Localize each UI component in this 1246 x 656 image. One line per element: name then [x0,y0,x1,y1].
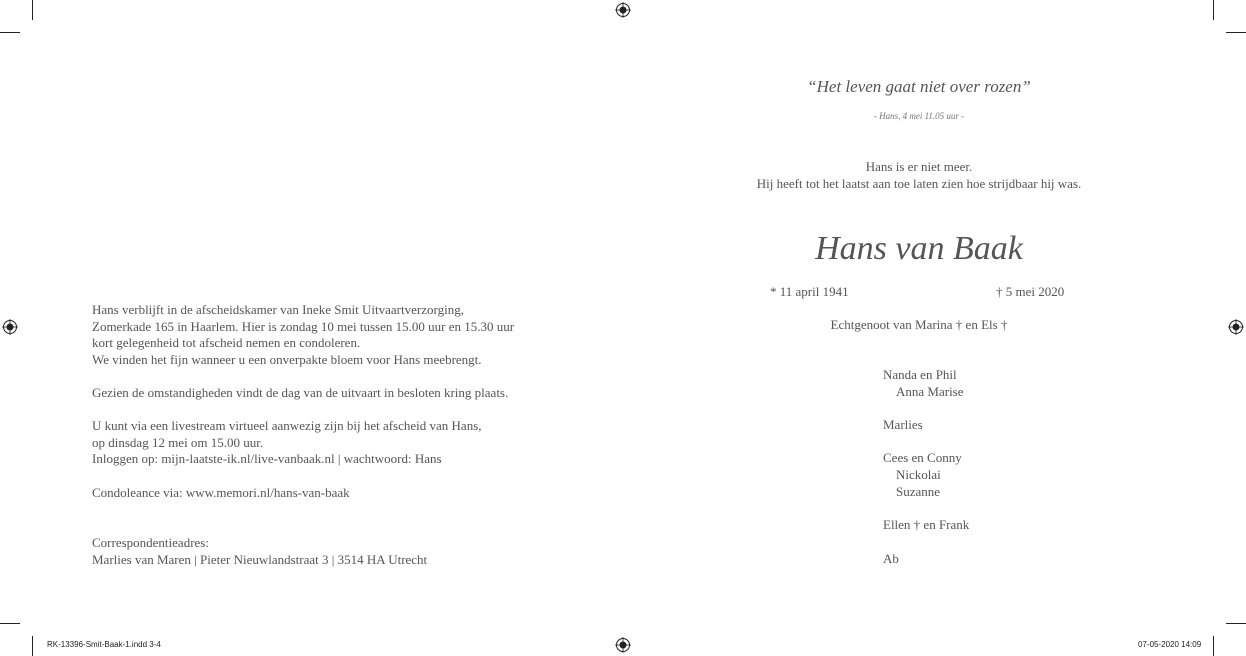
registration-mark-icon [615,637,631,653]
condolence-info [92,485,350,502]
viewing-info-line: We vinden het fijn wanneer u een onverpakte bloem voor Hans meebrengt. [92,351,482,367]
crop-mark [32,636,33,656]
quote: “Het leven gaat niet over rozen” [807,77,1031,96]
crop-mark [0,32,20,33]
correspondence-address: Marlies van Maren | Pieter Nieuwlandstraat 3 | 3514 HA Utrecht [92,551,428,567]
viewing-info-line: Hans verblijft in de afscheidskamer van Ineke Smit Uitvaartverzorging, [92,302,464,317]
quote-attribution: - Hans, 4 mei 11.05 uur - [873,111,965,121]
family-spacer [883,434,969,451]
crop-mark [1213,636,1214,656]
viewing-info-line: kort gelegenheid tot afscheid nemen en condoleren. [92,335,361,351]
registration-mark-icon [2,319,18,335]
correspondence-info [92,535,427,568]
slug-timestamp: 07-05-2020 14:09 [1138,640,1202,649]
registration-mark-icon [615,2,631,18]
livestream-info [92,418,482,468]
spouse-line: Echtgenoot van Marina † en Els † [830,317,1008,332]
intro-line: Hij heeft tot het laatst aan toe laten zien hoe strijdbaar hij was. [756,175,1082,191]
private-ceremony-note [92,385,508,402]
deceased-name: Hans van Baak [815,230,1023,267]
viewing-info [92,302,514,368]
family-spacer [883,501,969,518]
intro-text [700,159,1138,192]
family-member: Suzanne [896,483,941,499]
condolence-line: Condoleance via: www.memori.nl/hans-van-baak [92,485,350,500]
livestream-line: Inloggen op: mijn-laatste-ik.nl/live-vanbaak.nl | wachtwoord: Hans [92,451,442,467]
viewing-info-line: Zomerkade 165 in Haarlem. Hier is zondag 10 mei tussen 15.00 uur en 15.30 uur [92,318,515,334]
family-spacer [883,400,969,417]
intro-line: Hans is er niet meer. [865,159,973,174]
family-member: Ab [883,550,899,566]
correspondence-label: Correspondentieadres: [92,535,209,550]
family-member: Anna Marise [896,383,964,399]
crop-mark [1213,0,1214,20]
birth-date: * 11 april 1941 [770,284,849,299]
livestream-line: U kunt via een livestream virtueel aanwezig zijn bij het afscheid van Hans, [92,418,482,433]
family-member: Marlies [883,417,923,433]
family-member: Ellen † en Frank [883,517,970,533]
family-spacer [883,534,969,551]
registration-mark-icon [1228,319,1244,335]
crop-mark [32,0,33,20]
crop-mark [1226,623,1246,624]
slug-file: RK-13396-Smit-Baak-1.indd 3-4 [47,640,161,649]
family-member: Cees en Conny [883,450,962,466]
private-ceremony-line: Gezien de omstandigheden vindt de dag van de uitvaart in besloten kring plaats. [92,385,509,400]
death-date: † 5 mei 2020 [996,284,1065,299]
livestream-line: op dinsdag 12 mei om 15.00 uur. [92,434,264,450]
family-list [883,367,969,567]
crop-mark [1226,32,1246,33]
family-member: Nanda en Phil [883,367,957,382]
family-member: Nickolai [896,467,941,483]
crop-mark [0,623,20,624]
